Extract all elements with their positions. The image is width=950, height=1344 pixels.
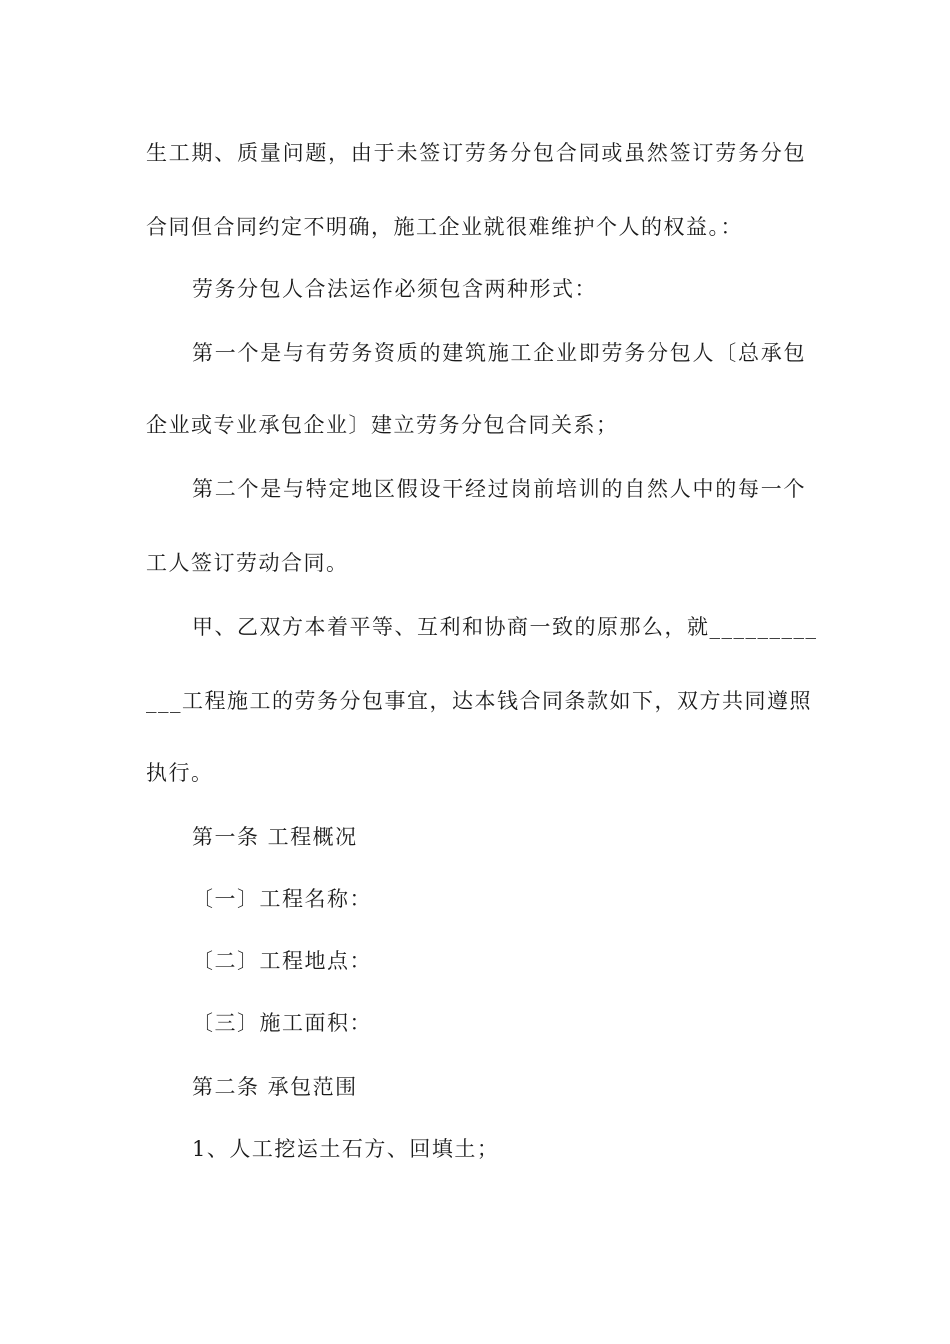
section-heading: 第一条 工程概况 [192,825,358,849]
list-item: 〔一〕工程名称： [192,887,372,911]
list-item: 〔三〕施工面积： [192,1011,372,1035]
paragraph-line: 劳务分包人合法运作必须包含两种形式： [192,277,597,301]
section-heading: 第二条 承包范围 [192,1075,358,1099]
paragraph-line: 生工期、质量问题，由于未签订劳务分包合同或虽然签订劳务分包 [146,141,806,165]
paragraph-line: ___工程施工的劳务分包事宜，达本钱合同条款如下，双方共同遵照 [146,689,812,713]
paragraph-line: 第二个是与特定地区假设干经过岗前培训的自然人中的每一个 [192,477,806,501]
list-item: 〔二〕工程地点： [192,949,372,973]
paragraph-line: 甲、乙双方本着平等、互利和协商一致的原那么，就_________ [192,615,818,639]
paragraph-line: 工人签订劳动合同。 [146,551,349,575]
list-item: 1、人工挖运土石方、回填土； [192,1137,500,1161]
paragraph-line: 企业或专业承包企业〕建立劳务分包合同关系； [146,413,619,437]
paragraph-line: 合同但合同约定不明确，施工企业就很难维护个人的权益。： [146,215,743,239]
paragraph-line: 第一个是与有劳务资质的建筑施工企业即劳务分包人〔总承包 [192,341,806,365]
paragraph-line: 执行。 [146,761,214,785]
